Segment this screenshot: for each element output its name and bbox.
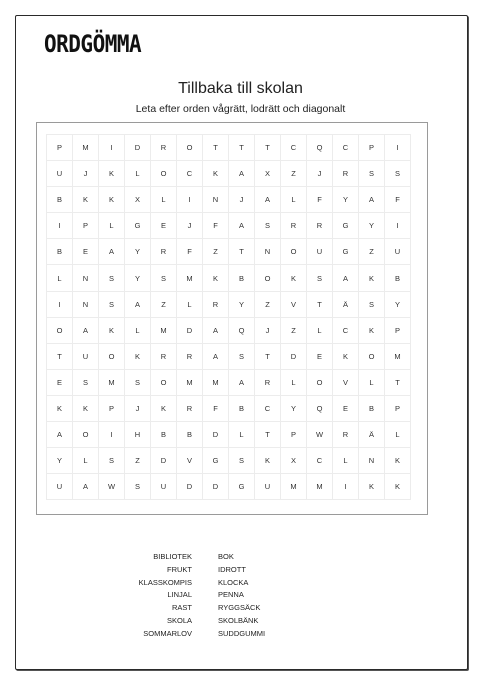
grid-cell[interactable]: Y [281, 396, 307, 422]
grid-cell[interactable]: O [177, 135, 203, 161]
grid-cell[interactable]: K [73, 396, 99, 422]
grid-cell[interactable]: F [177, 239, 203, 265]
grid-cell[interactable]: A [229, 161, 255, 187]
grid-cell[interactable]: L [151, 187, 177, 213]
grid-cell[interactable]: M [177, 370, 203, 396]
grid-cell[interactable]: D [125, 135, 151, 161]
grid-cell[interactable]: C [255, 396, 281, 422]
grid-cell[interactable]: J [229, 187, 255, 213]
grid-cell[interactable]: L [307, 318, 333, 344]
grid-cell[interactable]: K [385, 448, 411, 474]
grid-cell[interactable]: V [281, 292, 307, 318]
grid-cell[interactable]: S [307, 265, 333, 291]
grid-cell[interactable]: K [125, 344, 151, 370]
grid-cell[interactable]: Ä [333, 292, 359, 318]
grid-cell[interactable]: U [385, 239, 411, 265]
grid-cell[interactable]: S [73, 370, 99, 396]
grid-cell[interactable]: N [73, 292, 99, 318]
grid-cell[interactable]: S [99, 265, 125, 291]
grid-cell[interactable]: D [177, 474, 203, 500]
word-list-item: PENNA [218, 590, 244, 600]
grid-cell[interactable]: Z [281, 318, 307, 344]
grid-cell[interactable]: S [359, 292, 385, 318]
grid-cell[interactable]: W [307, 422, 333, 448]
word-list-left-column [139, 551, 192, 641]
grid-cell[interactable]: O [359, 344, 385, 370]
grid-cell[interactable]: B [47, 187, 73, 213]
grid-cell[interactable]: M [151, 318, 177, 344]
grid-cell[interactable]: E [151, 213, 177, 239]
grid-cell[interactable]: Ä [359, 422, 385, 448]
grid-cell[interactable]: T [229, 135, 255, 161]
word-list-item: BIBLIOTEK [153, 552, 192, 561]
word-list-item: FRUKT [167, 564, 192, 574]
grid-cell[interactable]: K [333, 344, 359, 370]
grid-cell[interactable]: R [151, 135, 177, 161]
grid-cell[interactable]: E [307, 344, 333, 370]
grid-cell[interactable]: B [229, 396, 255, 422]
grid-cell[interactable]: A [73, 474, 99, 500]
grid-cell[interactable]: E [73, 239, 99, 265]
page-title: Tillbaka till skolan [178, 80, 303, 97]
grid-cell[interactable]: P [281, 422, 307, 448]
grid-cell[interactable]: D [203, 422, 229, 448]
grid-cell[interactable]: B [385, 265, 411, 291]
grid-cell[interactable]: U [151, 474, 177, 500]
brand-logo: ORDGÖMMA [44, 30, 142, 58]
grid-cell[interactable]: T [255, 422, 281, 448]
grid-cell[interactable]: U [47, 474, 73, 500]
grid-cell[interactable]: Y [229, 292, 255, 318]
grid-cell[interactable]: X [255, 161, 281, 187]
grid-cell[interactable]: T [385, 370, 411, 396]
grid-cell[interactable]: Z [359, 239, 385, 265]
grid-cell[interactable]: A [203, 344, 229, 370]
grid-cell[interactable]: L [125, 161, 151, 187]
grid-cell[interactable]: P [47, 135, 73, 161]
grid-cell[interactable]: T [255, 135, 281, 161]
grid-cell[interactable]: L [359, 370, 385, 396]
grid-cell[interactable]: A [359, 187, 385, 213]
grid-cell[interactable]: K [281, 265, 307, 291]
grid-cell[interactable]: Z [125, 448, 151, 474]
grid-cell[interactable]: Y [125, 265, 151, 291]
word-list-item: RYGGSÄCK [218, 603, 261, 613]
grid-cell[interactable]: N [255, 239, 281, 265]
grid-cell[interactable]: I [333, 474, 359, 500]
grid-cell[interactable]: O [255, 265, 281, 291]
grid-cell[interactable]: L [281, 187, 307, 213]
grid-cell[interactable]: J [177, 213, 203, 239]
grid-cell[interactable]: B [151, 422, 177, 448]
grid-cell[interactable]: I [47, 292, 73, 318]
grid-cell[interactable]: R [333, 161, 359, 187]
grid-cell[interactable]: R [151, 344, 177, 370]
grid-cell[interactable]: B [47, 239, 73, 265]
grid-cell[interactable]: T [47, 344, 73, 370]
grid-cell[interactable]: P [385, 318, 411, 344]
grid-cell[interactable]: Q [307, 135, 333, 161]
grid-cell[interactable]: F [307, 187, 333, 213]
grid-cell[interactable]: L [281, 370, 307, 396]
grid-cell[interactable]: U [307, 239, 333, 265]
word-list-item: SKOLA [166, 615, 192, 625]
grid-cell[interactable]: A [203, 318, 229, 344]
grid-cell[interactable]: C [177, 161, 203, 187]
grid-cell[interactable]: B [359, 396, 385, 422]
word-list-item: SOMMARLOV [143, 628, 192, 638]
word-list-item: KLASSKOMPIS [138, 577, 192, 587]
word-list-item: BOK [218, 552, 234, 561]
grid-cell[interactable]: F [385, 187, 411, 213]
grid-cell[interactable]: S [99, 448, 125, 474]
grid-cell[interactable]: C [307, 448, 333, 474]
grid-cell[interactable]: L [229, 422, 255, 448]
grid-cell[interactable]: M [73, 135, 99, 161]
grid-cell[interactable]: T [255, 344, 281, 370]
page-subtitle: Leta efter orden vågrätt, lodrätt och diagonalt [135, 103, 346, 115]
grid-cell[interactable]: S [229, 448, 255, 474]
grid-cell[interactable]: D [203, 474, 229, 500]
grid-cell[interactable]: T [307, 292, 333, 318]
grid-cell[interactable]: G [125, 213, 151, 239]
grid-cell[interactable]: J [125, 396, 151, 422]
word-list-item: IDROTT [218, 564, 246, 574]
grid-cell[interactable]: H [125, 422, 151, 448]
grid-cell[interactable]: D [177, 318, 203, 344]
grid-cell[interactable]: J [255, 318, 281, 344]
grid-cell[interactable]: B [229, 265, 255, 291]
grid-cell[interactable]: G [229, 474, 255, 500]
grid-cell[interactable]: G [333, 213, 359, 239]
grid-cell[interactable]: A [255, 187, 281, 213]
grid-cell[interactable]: M [385, 344, 411, 370]
grid-cell[interactable]: P [99, 396, 125, 422]
grid-cell[interactable]: A [229, 370, 255, 396]
grid-cell[interactable]: X [125, 187, 151, 213]
grid-cell[interactable]: N [73, 265, 99, 291]
grid-cell[interactable]: R [333, 422, 359, 448]
grid-cell[interactable]: N [359, 448, 385, 474]
grid-cell[interactable]: V [177, 448, 203, 474]
grid-cell[interactable]: R [307, 213, 333, 239]
grid-cell[interactable]: Z [151, 292, 177, 318]
grid-cell[interactable]: M [307, 474, 333, 500]
grid-cell[interactable]: M [99, 370, 125, 396]
grid-cell[interactable]: K [359, 265, 385, 291]
grid-cell[interactable]: O [99, 344, 125, 370]
grid-cell[interactable]: J [73, 161, 99, 187]
grid-cell[interactable]: Z [255, 292, 281, 318]
grid-cell[interactable]: L [333, 448, 359, 474]
grid-cell[interactable]: T [203, 135, 229, 161]
grid-cell[interactable]: O [151, 370, 177, 396]
grid-cell[interactable]: I [385, 213, 411, 239]
word-list-item: KLOCKA [218, 577, 249, 587]
grid-cell[interactable]: K [73, 187, 99, 213]
grid-cell[interactable]: A [333, 265, 359, 291]
grid-cell[interactable]: O [151, 161, 177, 187]
grid-cell[interactable]: I [99, 135, 125, 161]
word-list-right-column [218, 551, 265, 641]
grid-cell[interactable]: W [99, 474, 125, 500]
grid-cell[interactable]: K [99, 187, 125, 213]
grid-cell[interactable]: X [281, 448, 307, 474]
grid-cell[interactable]: Y [125, 239, 151, 265]
grid-cell[interactable]: Z [281, 161, 307, 187]
letter-grid [46, 134, 411, 500]
grid-cell[interactable]: K [255, 448, 281, 474]
grid-cell[interactable]: S [151, 265, 177, 291]
grid-cell[interactable]: K [203, 265, 229, 291]
grid-cell[interactable]: G [333, 239, 359, 265]
grid-cell[interactable]: U [47, 161, 73, 187]
grid-cell[interactable]: A [47, 422, 73, 448]
grid-cell[interactable]: A [229, 213, 255, 239]
grid-cell[interactable]: L [125, 318, 151, 344]
grid-cell[interactable]: S [229, 344, 255, 370]
grid-cell[interactable]: R [281, 213, 307, 239]
grid-cell[interactable]: K [359, 474, 385, 500]
word-list-item: RAST [171, 603, 192, 613]
grid-cell[interactable]: I [99, 422, 125, 448]
grid-cell[interactable]: D [151, 448, 177, 474]
grid-cell[interactable]: V [333, 370, 359, 396]
grid-cell[interactable]: J [307, 161, 333, 187]
grid-cell[interactable]: C [333, 318, 359, 344]
grid-cell[interactable]: R [177, 396, 203, 422]
grid-cell[interactable]: R [203, 292, 229, 318]
grid-cell[interactable]: D [281, 344, 307, 370]
grid-cell[interactable]: A [125, 292, 151, 318]
grid-cell[interactable]: B [177, 422, 203, 448]
grid-cell[interactable]: R [177, 344, 203, 370]
grid-cell[interactable]: K [99, 161, 125, 187]
grid-cell[interactable]: Y [333, 187, 359, 213]
grid-cell[interactable]: M [203, 370, 229, 396]
grid-cell[interactable]: L [99, 213, 125, 239]
grid-cell[interactable]: L [385, 422, 411, 448]
word-list-item: SKOLBÄNK [218, 615, 259, 625]
grid-cell[interactable]: N [203, 187, 229, 213]
grid-cell[interactable]: E [47, 370, 73, 396]
grid-cell[interactable]: Z [203, 239, 229, 265]
grid-cell[interactable]: K [47, 396, 73, 422]
grid-cell[interactable]: K [99, 318, 125, 344]
grid-cell[interactable]: Q [229, 318, 255, 344]
grid-cell[interactable]: S [255, 213, 281, 239]
grid-cell[interactable]: U [255, 474, 281, 500]
grid-cell[interactable]: Q [307, 396, 333, 422]
grid-cell[interactable]: O [281, 239, 307, 265]
grid-cell[interactable]: U [73, 344, 99, 370]
grid-cell[interactable]: C [281, 135, 307, 161]
grid-cell[interactable]: R [255, 370, 281, 396]
grid-cell[interactable]: S [125, 474, 151, 500]
grid-cell[interactable]: I [47, 213, 73, 239]
grid-cell[interactable]: Y [359, 213, 385, 239]
grid-cell[interactable]: Y [47, 448, 73, 474]
grid-cell[interactable]: P [385, 396, 411, 422]
grid-cell[interactable]: F [203, 213, 229, 239]
grid-cell[interactable]: K [385, 474, 411, 500]
grid-cell[interactable]: M [177, 265, 203, 291]
grid-cell[interactable]: O [73, 422, 99, 448]
grid-cell[interactable]: S [385, 161, 411, 187]
grid-cell[interactable]: G [203, 448, 229, 474]
grid-cell[interactable]: S [125, 370, 151, 396]
word-list-item: LINJAL [167, 590, 192, 600]
grid-cell[interactable]: P [73, 213, 99, 239]
grid-cell[interactable]: F [203, 396, 229, 422]
grid-cell[interactable]: S [359, 161, 385, 187]
grid-cell[interactable]: T [229, 239, 255, 265]
grid-cell[interactable]: A [73, 318, 99, 344]
grid-cell[interactable]: K [203, 161, 229, 187]
grid-cell[interactable]: K [359, 318, 385, 344]
grid-cell[interactable]: M [281, 474, 307, 500]
grid-cell[interactable]: P [359, 135, 385, 161]
grid-cell[interactable]: C [333, 135, 359, 161]
grid-cell[interactable]: Y [385, 292, 411, 318]
word-list-item: SUDDGUMMI [218, 628, 266, 638]
grid-cell[interactable]: L [47, 265, 73, 291]
grid-cell[interactable]: S [99, 292, 125, 318]
grid-cell[interactable]: L [73, 448, 99, 474]
grid-cell[interactable]: I [177, 187, 203, 213]
grid-cell[interactable]: I [385, 135, 411, 161]
grid-cell[interactable]: K [151, 396, 177, 422]
grid-cell[interactable]: L [177, 292, 203, 318]
grid-cell[interactable]: O [47, 318, 73, 344]
grid-cell[interactable]: R [151, 239, 177, 265]
grid-cell[interactable]: E [333, 396, 359, 422]
grid-cell[interactable]: O [307, 370, 333, 396]
grid-cell[interactable]: A [99, 239, 125, 265]
